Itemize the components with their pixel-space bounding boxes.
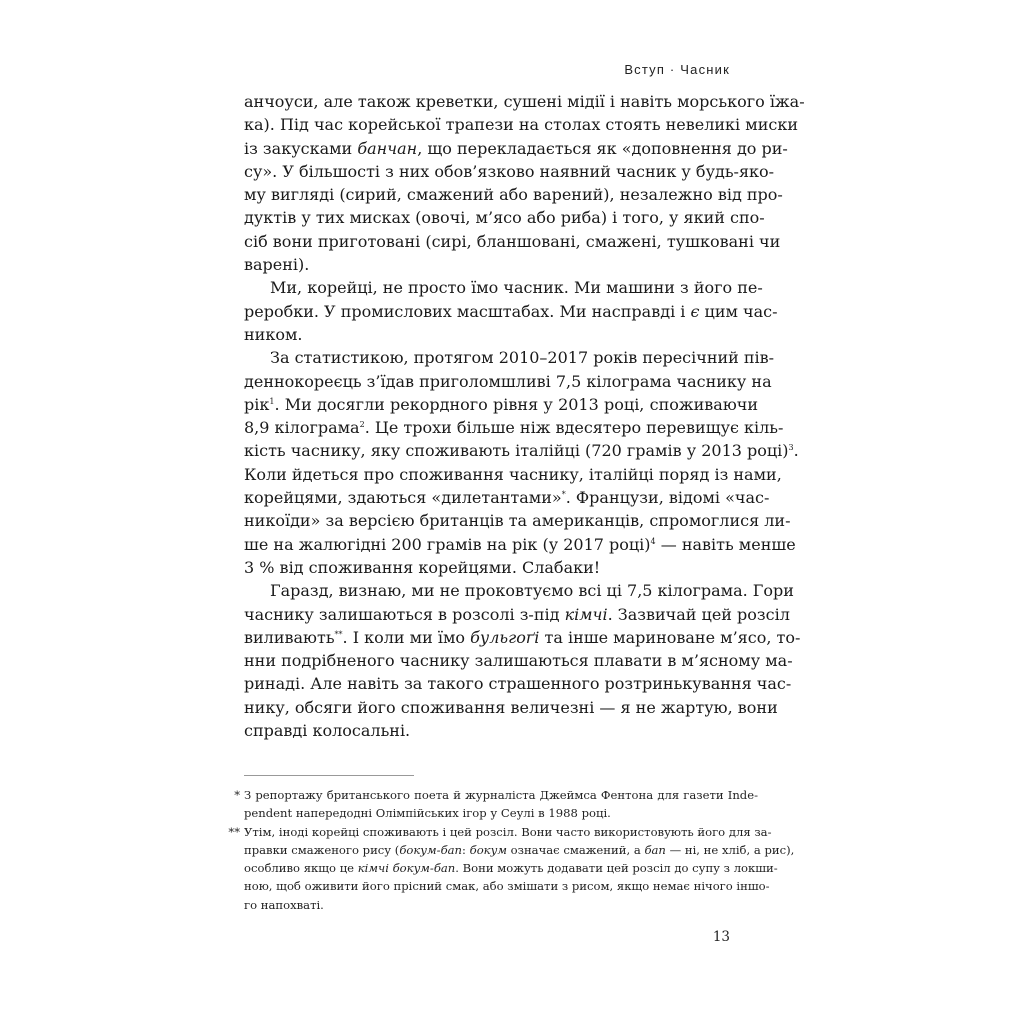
footnote-mark: * bbox=[234, 788, 240, 802]
text-line: Ми, корейці, не просто їмо часник. Ми машини з його пе- bbox=[270, 278, 763, 298]
footnote-mark: ** bbox=[228, 824, 240, 839]
text-line: ка). Під час корейської трапези на столах стоять невеликі миски bbox=[244, 115, 798, 135]
footnote-line: особливо якщо це кімчі бокум-бап. Вони можуть додавати цей розсіл до супу з локши- bbox=[244, 861, 778, 876]
footnote-line: Утім, іноді корейці споживають і цей розсіл. Вони часто використовують його для за- bbox=[244, 824, 772, 839]
paragraph bbox=[244, 276, 778, 346]
text-line: За статистикою, протягом 2010–2017 років пересічний пів- bbox=[270, 348, 775, 368]
text-line: никоїди» за версією британців та американців, спромоглися ли- bbox=[244, 511, 791, 531]
text-line: рік$^1$. Ми досягли рекордного рівня у 2013 році, споживаючи bbox=[244, 394, 758, 414]
paragraph bbox=[244, 90, 805, 276]
text-line: му вигляді (сирий, смажений або варений), незалежно від про- bbox=[244, 185, 783, 205]
paragraph bbox=[244, 579, 801, 742]
text-line: ником. bbox=[244, 324, 303, 344]
page-number: 13 bbox=[712, 929, 730, 945]
text-line: ше на жалюгідні 200 грамів на рік (у 2017 році)$^4$ — навіть менше bbox=[244, 534, 796, 554]
footnote-line: ною, щоб оживити його прісний смак, або змішати з рисом, якщо немає нічого іншо- bbox=[244, 879, 770, 894]
text-line: нни подрібненого часнику залишаються плавати в м’ясному ма- bbox=[244, 651, 793, 671]
text-line: часнику залишаються в розсолі з-під кімчі. Зазвичай цей розсіл bbox=[244, 604, 790, 624]
text-line: 8,9 кілограма$^2$. Це трохи більше ніж вдесятеро перевищує кіль- bbox=[244, 418, 784, 438]
footnote-line: правки смаженого рису (бокум-бап: бокум означає смажений, а бап — ні, не хліб, а рис), bbox=[244, 842, 795, 857]
text-line: 3 % від споживання корейцями. Слабаки! bbox=[244, 557, 601, 577]
text-line: нику, обсяги його споживання величезні — я не жартую, вони bbox=[244, 697, 778, 717]
footnote bbox=[234, 786, 758, 823]
text-line: Гаразд, визнаю, ми не проковтуємо всі ці 7,5 кілограма. Гори bbox=[270, 581, 794, 601]
text-line: із закусками банчан, що перекладається як «доповнення до ри- bbox=[244, 138, 788, 158]
text-line: деннокореєць з’їдав приголомшливі 7,5 кілограма часнику на bbox=[244, 371, 772, 391]
text-line: ринаді. Але навіть за такого страшенного розтринькування час- bbox=[244, 674, 792, 694]
footnote-line: pendent напередодні Олімпійських ігор у Сеулі в 1988 році. bbox=[244, 806, 611, 821]
running-head: Вступ · Часник bbox=[624, 62, 730, 77]
text-line: анчоуси, але також креветки, сушені мідії і навіть морського їжа- bbox=[244, 92, 805, 111]
text-line: виливають**. І коли ми їмо бульгоґі та інше мариноване м’ясо, то- bbox=[244, 627, 801, 647]
text-line: реробки. У промислових масштабах. Ми насправді і є цим час- bbox=[244, 301, 778, 321]
footnotes bbox=[228, 786, 795, 914]
paragraph bbox=[244, 346, 799, 579]
text-line: справді колосальні. bbox=[244, 721, 411, 741]
footnote-line: го напохваті. bbox=[244, 897, 324, 912]
body-text bbox=[244, 90, 805, 742]
text-line: су». У більшості з них обов’язково наявний часник у будь-яко- bbox=[244, 161, 775, 181]
text-line: сіб вони приготовані (сирі, бланшовані, смажені, тушковані чи bbox=[244, 231, 781, 251]
footnote bbox=[228, 823, 795, 914]
text-line: кість часнику, яку споживають італійці (720 грамів у 2013 році)$^3$. bbox=[244, 441, 799, 461]
text-line: корейцями, здаються «дилетантами»*. Французи, відомі «час- bbox=[244, 488, 770, 508]
footnote-line: З репортажу британського поета й журналіста Джеймса Фентона для газети Inde- bbox=[244, 788, 758, 802]
text-line: Коли йдеться про споживання часнику, італійці поряд із нами, bbox=[244, 464, 782, 484]
text-line: варені). bbox=[244, 255, 310, 275]
footnote-divider bbox=[244, 775, 414, 776]
text-line: дуктів у тих мисках (овочі, м’ясо або риба) і того, у який спо- bbox=[244, 208, 765, 228]
